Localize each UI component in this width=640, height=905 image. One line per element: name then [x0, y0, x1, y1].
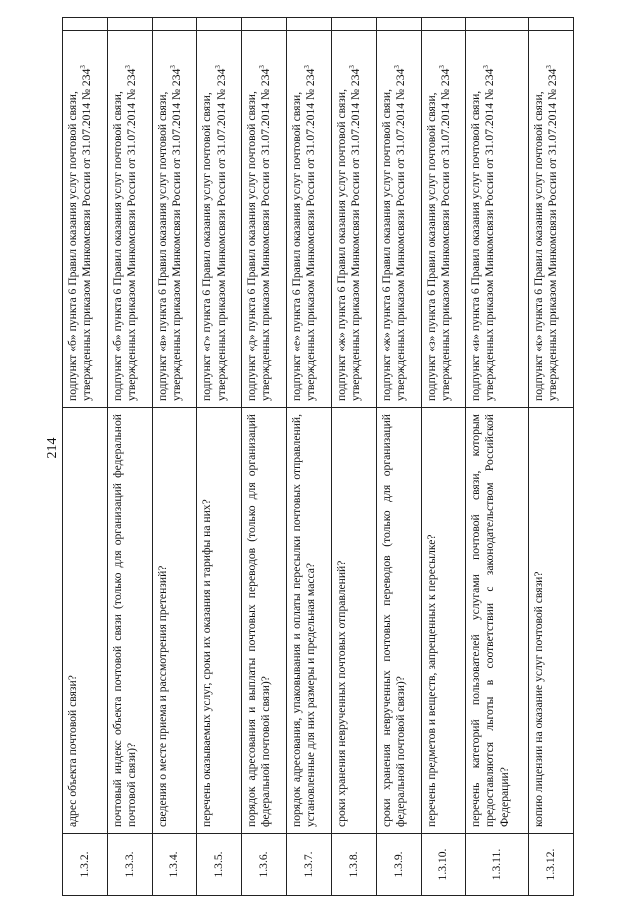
empty-cell [107, 18, 152, 31]
basis-text: подпункт «д» пункта 6 Правил оказания услуг почтовой связи, утвержденных приказом Минкомсвязи России от 31.07.2014 № 234 [244, 68, 272, 401]
checklist-table [62, 17, 574, 896]
basis-text: подпункт «е» пункта 6 Правил оказания услуг почтовой связи, утвержденных приказом Минкомсвязи России от 31.07.2014 № 234 [289, 68, 317, 401]
basis-text: подпункт «к» пункта 6 Правил оказания услуг почтовой связи, утвержденных приказом Минкомсвязи России от 31.07.2014 № 234 [531, 68, 559, 401]
legal-basis-cell [465, 31, 528, 408]
page-number: 214 [45, 437, 60, 459]
footnote-mark: 3 [213, 65, 222, 69]
question-cell: перечень категорий пользователей услугами почтовой связи, которым предоставляются льготы в соответствии с законодательством Российской Федерации? [465, 408, 528, 834]
question-cell: сведения о месте приема и рассмотрения претензий? [152, 408, 197, 834]
row-number: 1.3.8. [331, 834, 376, 896]
empty-cell [62, 18, 107, 31]
question-cell: копию лицензии на оказание услуг почтовой связи? [528, 408, 573, 834]
legal-basis-cell [331, 31, 376, 408]
basis-text: подпункт «в» пункта 6 Правил оказания услуг почтовой связи, утвержденных приказом Минкомсвязи России от 31.07.2014 № 234 [155, 68, 183, 401]
row-number: 1.3.2. [62, 834, 107, 896]
question-cell: адрес объекта почтовой связи? [62, 408, 107, 834]
legal-basis-cell [62, 31, 107, 408]
empty-cell [286, 18, 331, 31]
row-number: 1.3.11. [465, 834, 528, 896]
question-cell: сроки хранения неврученных почтовых переводов (только для организаций федеральной почтовой связи)? [376, 408, 421, 834]
empty-cell [376, 18, 421, 31]
empty-cell [331, 18, 376, 31]
table-row [241, 18, 286, 896]
row-number: 1.3.5. [196, 834, 241, 896]
table-row [421, 18, 466, 896]
legal-basis-cell [286, 31, 331, 408]
basis-text: подпункт «б» пункта 6 Правил оказания услуг почтовой связи, утвержденных приказом Минкомсвязи России от 31.07.2014 № 234 [110, 68, 138, 401]
legal-basis-cell [528, 31, 573, 408]
table-row [331, 18, 376, 896]
legal-basis-cell [152, 31, 197, 408]
footnote-mark: 3 [302, 65, 311, 69]
table-row [107, 18, 152, 896]
empty-cell [241, 18, 286, 31]
legal-basis-cell [376, 31, 421, 408]
row-number: 1.3.10. [421, 834, 466, 896]
table-row [528, 18, 573, 896]
question-cell: порядок адресования и выплаты почтовых переводов (только для организаций федеральной почтовой связи)? [241, 408, 286, 834]
table-row [196, 18, 241, 896]
checklist-table-body [62, 18, 573, 896]
footnote-mark: 3 [168, 65, 177, 69]
table-row [152, 18, 197, 896]
basis-text: подпункт «ж» пункта 6 Правил оказания услуг почтовой связи, утвержденных приказом Минкомсвязи России от 31.07.2014 № 234 [334, 68, 362, 401]
footnote-mark: 3 [392, 65, 401, 69]
row-number: 1.3.12. [528, 834, 573, 896]
row-number: 1.3.6. [241, 834, 286, 896]
rotated-table-wrapper [62, 50, 574, 896]
footnote-mark: 3 [437, 65, 446, 69]
row-number: 1.3.7. [286, 834, 331, 896]
question-cell: почтовый индекс объекта почтовой связи (только для организаций федеральной почтовой связи)? [107, 408, 152, 834]
table-row [62, 18, 107, 896]
question-cell: перечень предметов и веществ, запрещенных к пересылке? [421, 408, 466, 834]
legal-basis-cell [241, 31, 286, 408]
basis-text: подпункт «б» пункта 6 Правил оказания услуг почтовой связи, утвержденных приказом Минкомсвязи России от 31.07.2014 № 234 [65, 68, 93, 401]
footnote-mark: 3 [258, 65, 267, 69]
question-cell: перечень оказываемых услуг, сроки их оказания и тарифы на них? [196, 408, 241, 834]
basis-text: подпункт «ж» пункта 6 Правил оказания услуг почтовой связи, утвержденных приказом Минкомсвязи России от 31.07.2014 № 234 [379, 68, 407, 401]
row-number: 1.3.3. [107, 834, 152, 896]
table-row [465, 18, 528, 896]
footnote-mark: 3 [347, 65, 356, 69]
basis-text: подпункт «и» пункта 6 Правил оказания услуг почтовой связи, утвержденных приказом Минкомсвязи России от 31.07.2014 № 234 [468, 68, 496, 401]
table-row [286, 18, 331, 896]
row-number: 1.3.4. [152, 834, 197, 896]
legal-basis-cell [196, 31, 241, 408]
empty-cell [465, 18, 528, 31]
footnote-mark: 3 [544, 65, 553, 69]
table-row [376, 18, 421, 896]
footnote-mark: 3 [78, 65, 87, 69]
row-number: 1.3.9. [376, 834, 421, 896]
empty-cell [528, 18, 573, 31]
empty-cell [421, 18, 466, 31]
legal-basis-cell [107, 31, 152, 408]
question-cell: сроки хранения неврученных почтовых отправлений? [331, 408, 376, 834]
empty-cell [196, 18, 241, 31]
footnote-mark: 3 [482, 65, 491, 69]
empty-cell [152, 18, 197, 31]
basis-text: подпункт «з» пункта 6 Правил оказания услуг почтовой связи, утвержденных приказом Минкомсвязи России от 31.07.2014 № 234 [424, 68, 452, 401]
legal-basis-cell [421, 31, 466, 408]
question-cell: порядок адресования, упаковывания и оплаты пересылки почтовых отправлений, установленные для них размеры и предельная масса? [286, 408, 331, 834]
footnote-mark: 3 [123, 65, 132, 69]
basis-text: подпункт «г» пункта 6 Правил оказания услуг почтовой связи, утвержденных приказом Минкомсвязи России от 31.07.2014 № 234 [199, 68, 228, 401]
